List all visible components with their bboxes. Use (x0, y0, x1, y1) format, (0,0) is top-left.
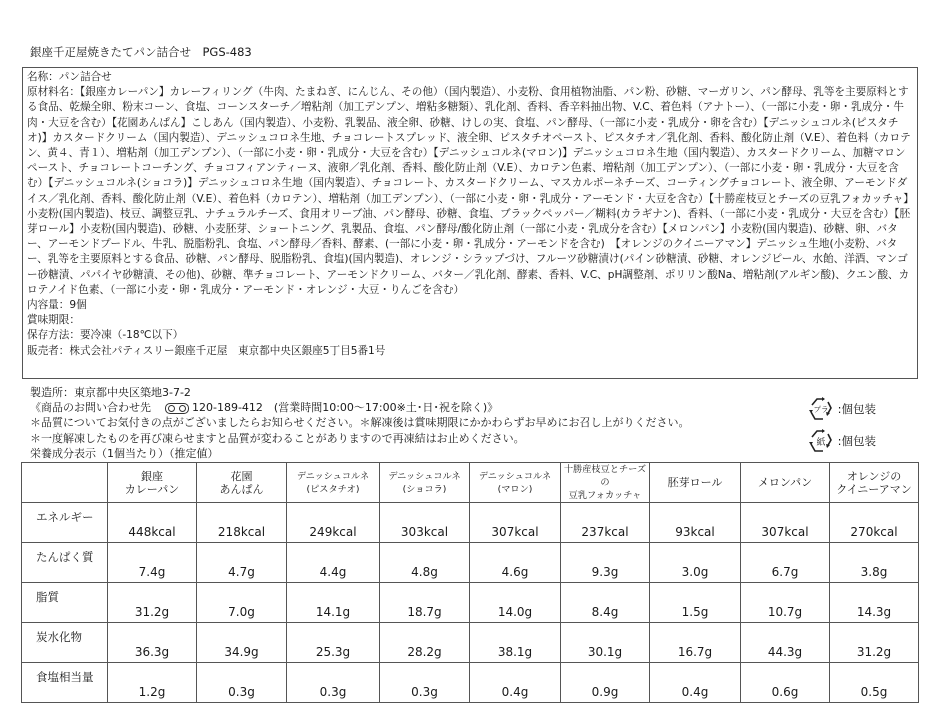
contact-number: 120-189-412 (営業時間10:00～17:00※土･日･祝を除く)》 (192, 401, 499, 415)
paper-packaging-mark (808, 428, 876, 454)
value-cell: 0.5g (830, 663, 919, 703)
value-cell: 0.3g (287, 663, 380, 703)
value-cell: 6.7g (741, 543, 830, 583)
document-title: 銀座千疋屋焼きたてパン詰合せ PGS-483 (30, 45, 252, 59)
value-cell: 16.7g (650, 623, 741, 663)
value-cell: 0.3g (197, 663, 287, 703)
value-cell: 7.4g (108, 543, 197, 583)
quality-note: ＊品質についてお気付きの点がございましたらお知らせください。＊解凍後は賞味期限にかかわらずお早めにお召し上がりください。 (30, 416, 690, 430)
value-cell: 44.3g (741, 623, 830, 663)
plastic-mark-text: プラ (813, 405, 829, 414)
nutrition-title: 栄養成分表示（1個当たり）（推定値） (30, 446, 219, 460)
refreeze-note: ＊一度解凍したものを再び凍らせますと品質が変わることがありますので再凍結はお止めください。 (30, 431, 525, 445)
nutrition-header-row (22, 463, 919, 503)
value-cell: 25.3g (287, 623, 380, 663)
col-head: 花園 あんぱん (197, 463, 287, 503)
value-cell: 3.0g (650, 543, 741, 583)
product-name: 名称：パン詰合せ (27, 71, 112, 83)
col-head: デニッシュコルネ (ピスタチオ) (287, 463, 380, 503)
best-before: 賞味期限： (27, 314, 80, 327)
plastic-packaging-label: :個包装 (837, 402, 876, 416)
col-head: 銀座 カレーパン (108, 463, 197, 503)
col-head: 胚芽ロール (650, 463, 741, 503)
contact-line (30, 400, 790, 415)
nutrition-row-fat (22, 583, 919, 623)
contents-quantity: 内容量：9個 (27, 299, 87, 312)
value-cell: 9.3g (561, 543, 650, 583)
value-cell: 249kcal (287, 503, 380, 543)
value-cell: 448kcal (108, 503, 197, 543)
value-cell: 237kcal (561, 503, 650, 543)
col-head: デニッシュコルネ (マロン) (470, 463, 561, 503)
value-cell: 30.1g (561, 623, 650, 663)
nutrition-row-energy (22, 503, 919, 543)
value-cell: 0.4g (650, 663, 741, 703)
paper-recycle-icon (808, 428, 834, 454)
value-cell: 93kcal (650, 503, 741, 543)
nutrition-row-protein (22, 543, 919, 583)
value-cell: 14.0g (470, 583, 561, 623)
product-label-box (22, 67, 918, 379)
value-cell: 4.6g (470, 543, 561, 583)
free-dial-icon (165, 403, 189, 414)
paper-packaging-label: :個包装 (837, 434, 876, 448)
row-label: 脂質 (22, 583, 108, 623)
value-cell: 1.2g (108, 663, 197, 703)
row-label: エネルギー (22, 503, 108, 543)
value-cell: 10.7g (741, 583, 830, 623)
value-cell: 0.3g (380, 663, 470, 703)
value-cell: 34.9g (197, 623, 287, 663)
value-cell: 0.6g (741, 663, 830, 703)
value-cell: 4.8g (380, 543, 470, 583)
value-cell: 1.5g (650, 583, 741, 623)
plastic-recycle-icon (808, 396, 834, 422)
value-cell: 4.7g (197, 543, 287, 583)
paper-mark-text: 紙 (816, 438, 826, 448)
value-cell: 14.3g (830, 583, 919, 623)
value-cell: 36.3g (108, 623, 197, 663)
value-cell: 31.2g (830, 623, 919, 663)
value-cell: 307kcal (741, 503, 830, 543)
nutrition-table (21, 462, 919, 703)
nutrition-row-salt (22, 663, 919, 703)
row-label: 炭水化物 (22, 623, 108, 663)
row-label: たんぱく質 (22, 543, 108, 583)
value-cell: 7.0g (197, 583, 287, 623)
ingredients-text: 原材料名：【銀座カレーパン】カレーフィリング（牛肉、たまねぎ、にんじん、その他）（国内製造）、小麦粉、食用植物油脂、パン粉、砂糖、マーガリン、パン酵母、乳等を主要原料とする食品、乾燥全卵、粉末コーン、食塩、コーンスターチ／増粘剤（加工デンプン、増粘多糖類）、乳化剤、香料、香辛料抽出物、V.C、着色料（アナトー）、（一部に小麦・卵・乳成分・牛肉・大豆を含む）【花園あんぱん】こしあん（国内製造）、小麦粉、乳製品、液全卵、砂糖、けしの実、食塩、パン酵母、（一部に小麦・乳成分・卵を含む）【デニッシュコルネ(ピスタチオ)】カスタードクリーム（国内製造）、デニッシュコロネ生地、チョコレートスプレッド、液全卵、ピスタチオペースト、ピスタチオ／乳化剤、香料、酸化防止剤（V.E）、着色料（カロテン、黄４、青１）、増粘剤（加工デンプン）、（一部に小麦・卵・乳成分・大豆を含む）【デニッシュコルネ(マロン)】デニッシュコロネ生地（国内製造）、カスタードクリーム、加糖マロンペースト、チョコレートコーチング、チョコフィアンティーヌ、液卵／乳化剤、香料、酸化防止剤（V.E）、カロテン色素、増粘剤（加工デンプン）、（一部に小麦・卵・乳成分・大豆を含む）【デニッシュコルネ(ショコラ)】デニッシュコロネ生地（国内製造）、チョコレート、カスタードクリーム、マスカルポーネチーズ、コーティングチョコレート、液全卵、アーモンドダイス／乳化剤、香料、酸化防止剤（V.E）、着色料（カロテン）、増粘剤（加工デンプン）、（一部に小麦・卵・乳成分・アーモンド・大豆を含む）【十勝産枝豆とチーズの豆乳フォカッチャ】小麦粉(国内製造)、枝豆、調整豆乳、ナチュラルチーズ、食用オリーブ油、パン酵母、砂糖、食塩、ブラックペッパー／糊料(カラギナン)、香料、（一部に小麦・乳成分・大豆を含む）【胚芽ロール】小麦粉(国内製造)、砂糖、小麦胚芽、ショートニング、乳製品、食塩、パン酵母/酸化防止剤（一部に小麦・乳成分を含む）【メロンパン】小麦粉(国内製造)、砂糖、卵、バター、アーモンドプードル、牛乳、脱脂粉乳、食塩、パン酵母／香料、酵素、(一部に小麦・卵・乳成分・アーモンドを含む) 【オレンジのクイニーアマン】デニッシュ生地(小麦粉、バター、乳等を主要原料とする食品、砂糖、パン酵母、脱脂粉乳、食塩)(国内製造)、オレンジ・シラップづけ、フルーツ砂糖漬け(パイン砂糖漬、砂糖、オレンジピール、水飴、洋酒、マンゴー砂糖漬、パパイヤ砂糖漬、その他)、砂糖、準チョコレート、アーモンドクリーム、バター／乳化剤、酵素、香料、V.C、pH調整剤、ポリリン酸Na、増粘剤(アルギン酸)、クエン酸、カロテノイド色素、（一部に小麦・卵・乳成分・アーモンド・オレンジ・大豆・りんごを含む） (27, 86, 911, 296)
value-cell: 8.4g (561, 583, 650, 623)
contact-prefix: 《商品のお問い合わせ先 (30, 401, 151, 415)
col-head: メロンパン (741, 463, 830, 503)
value-cell: 28.2g (380, 623, 470, 663)
plastic-packaging-mark (808, 396, 876, 422)
value-cell: 218kcal (197, 503, 287, 543)
value-cell: 14.1g (287, 583, 380, 623)
col-head: 十勝産枝豆とチーズの 豆乳フォカッチャ (561, 463, 650, 503)
value-cell: 270kcal (830, 503, 919, 543)
value-cell: 0.4g (470, 663, 561, 703)
storage-method: 保存方法：要冷凍（-18℃以下） (27, 329, 184, 342)
value-cell: 303kcal (380, 503, 470, 543)
nutrition-row-carbohydrate (22, 623, 919, 663)
value-cell: 307kcal (470, 503, 561, 543)
corner-cell (22, 463, 108, 503)
value-cell: 31.2g (108, 583, 197, 623)
value-cell: 18.7g (380, 583, 470, 623)
col-head: デニッシュコルネ (ショコラ) (380, 463, 470, 503)
value-cell: 4.4g (287, 543, 380, 583)
value-cell: 38.1g (470, 623, 561, 663)
info-section (30, 385, 790, 461)
value-cell: 0.9g (561, 663, 650, 703)
seller-info: 販売者：株式会社パティスリー銀座千疋屋 東京都中央区銀座5丁目5番1号 (27, 344, 386, 357)
row-label: 食塩相当量 (22, 663, 108, 703)
col-head: オレンジの クイニーアマン (830, 463, 919, 503)
value-cell: 3.8g (830, 543, 919, 583)
factory-address: 製造所：東京都中央区築地3-7-2 (30, 386, 191, 399)
